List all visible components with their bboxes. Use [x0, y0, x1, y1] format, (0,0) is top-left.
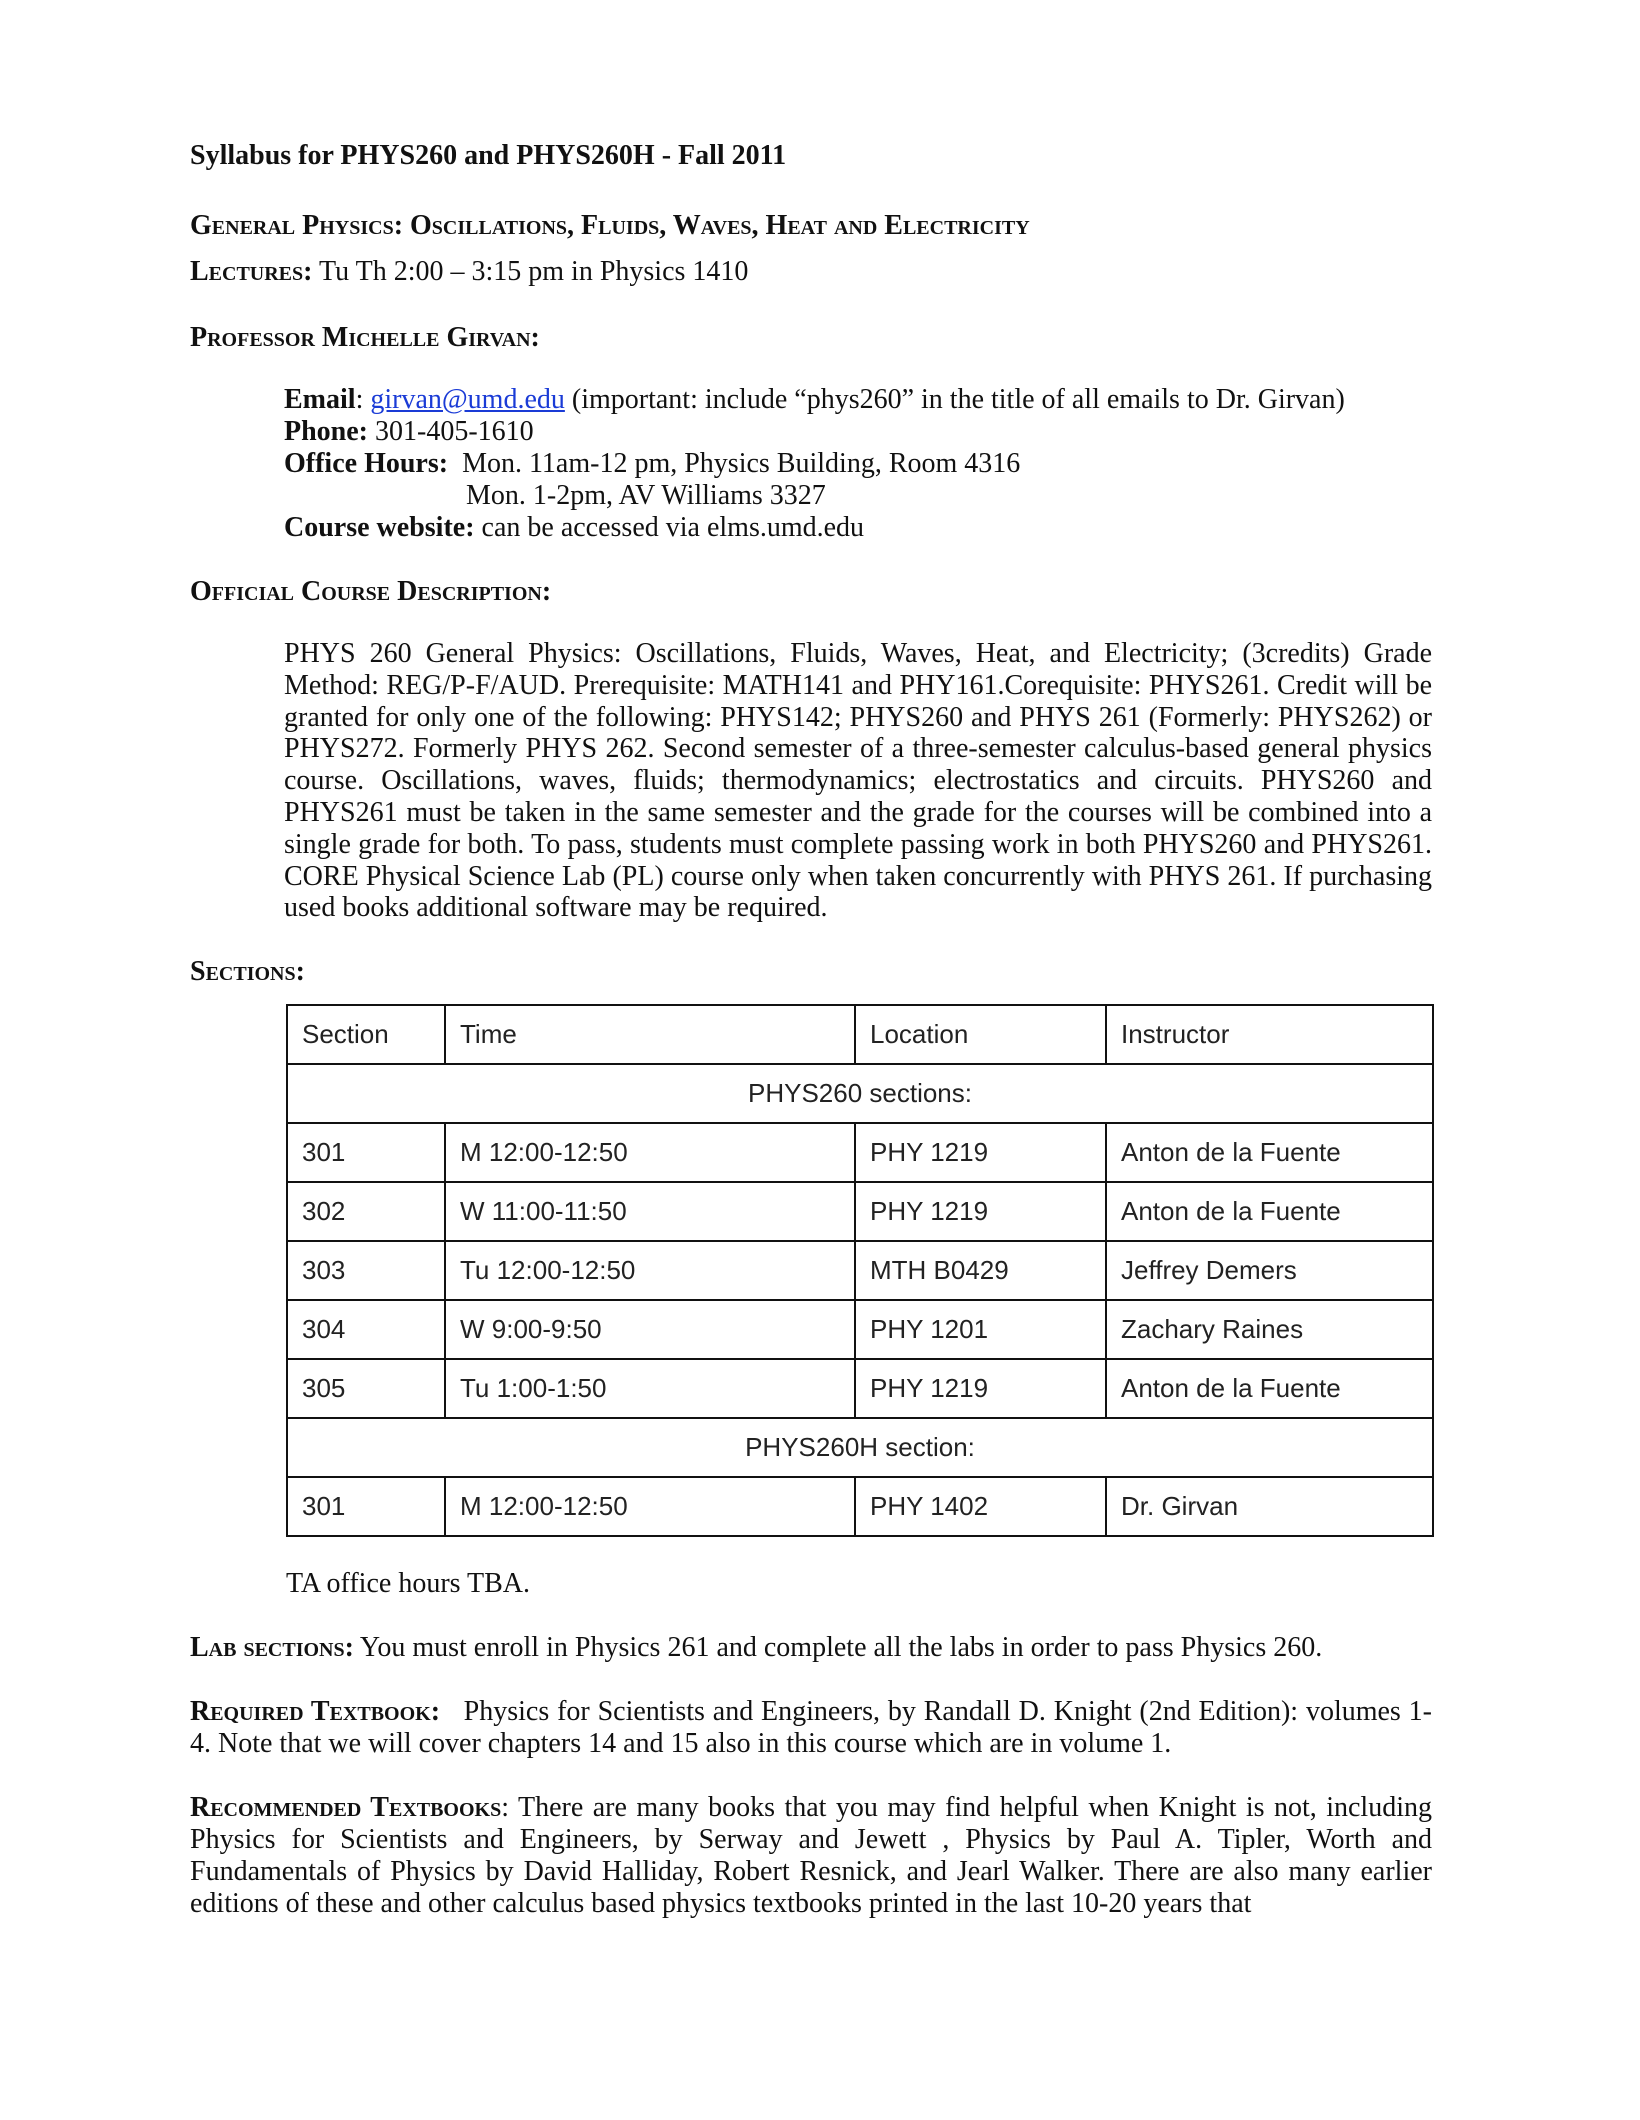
lectures-line [190, 256, 748, 288]
cell-time: W 11:00-11:50 [445, 1182, 855, 1241]
cell-section: 304 [287, 1300, 445, 1359]
lab-sections-label: Lab sections: [190, 1632, 354, 1663]
cell-time: W 9:00-9:50 [445, 1300, 855, 1359]
cell-time: Tu 12:00-12:50 [445, 1241, 855, 1300]
group-label: PHYS260H section: [287, 1418, 1433, 1477]
email-label: Email [284, 384, 356, 415]
cell-instructor: Dr. Girvan [1106, 1477, 1433, 1536]
cell-section: 302 [287, 1182, 445, 1241]
header-location: Location [855, 1005, 1106, 1064]
cell-location: MTH B0429 [855, 1241, 1106, 1300]
group-row-phys260 [287, 1064, 1433, 1123]
office-hours-line [284, 448, 1020, 480]
required-textbook-paragraph [190, 1696, 1432, 1760]
required-textbook-label: Required Textbook: [190, 1696, 441, 1727]
lectures-value: Tu Th 2:00 – 3:15 pm in Physics 1410 [318, 256, 749, 287]
cell-location: PHY 1402 [855, 1477, 1106, 1536]
office-hours-2: Mon. 1-2pm, AV Williams 3327 [466, 480, 826, 511]
official-description: PHYS 260 General Physics: Oscillations, Fluids, Waves, Heat, and Electricity; (3credits) Grade Method: REG/P-F/AUD. Prerequisite: MATH141 and PHY161.Corequisite: PHYS261. Credit will be granted for only one of the following: PHYS142; PHYS260 and PHYS 261 (Formerly: PHYS262) or PHYS272. Formerly PHYS 262. Second semester of a three-semester calculus-based general physics course. Oscillations, waves, fluids; thermodynamics; electrostatics and circuits. PHYS260 and PHYS261 must be taken in the same semester and the grade for the courses will be combined into a single grade for both. To pass, students must complete passing work in both PHYS260 and PHYS261. CORE Physical Science Lab (PL) course only when taken concurrently with PHYS 261. If purchasing used books additional software may be required. [284, 638, 1432, 924]
table-row [287, 1300, 1433, 1359]
cell-location: PHY 1201 [855, 1300, 1106, 1359]
recommended-textbooks-paragraph [190, 1792, 1432, 1920]
group-row-phys260h [287, 1418, 1433, 1477]
email-note: (important: include “phys260” in the title of all emails to Dr. Girvan) [571, 384, 1345, 415]
cell-instructor: Anton de la Fuente [1106, 1123, 1433, 1182]
required-textbook-text: Physics for Scientists and Engineers, by Randall D. Knight (2nd Edition): volumes 1-4. Note that we will cover chapters 14 and 15 also in this course which are in volume 1. [190, 1696, 1433, 1759]
email-line: Email: girvan@umd.edu (important: include “phys260” in the title of all emails to Dr. Girvan) [284, 384, 1345, 415]
professor-heading: Professor Michelle Girvan: [190, 322, 540, 353]
course-title: General Physics: Oscillations, Fluids, Waves, Heat and Electricity [190, 210, 1030, 241]
cell-instructor: Zachary Raines [1106, 1300, 1433, 1359]
cell-section: 303 [287, 1241, 445, 1300]
website-label: Course website: [284, 512, 475, 543]
cell-section: 301 [287, 1123, 445, 1182]
table-row [287, 1359, 1433, 1418]
cell-section: 305 [287, 1359, 445, 1418]
lectures-label: Lectures: [190, 256, 313, 287]
cell-time: M 12:00-12:50 [445, 1477, 855, 1536]
header-instructor: Instructor [1106, 1005, 1433, 1064]
cell-location: PHY 1219 [855, 1123, 1106, 1182]
phone-value: 301-405-1610 [375, 416, 534, 447]
table-row [287, 1182, 1433, 1241]
recommended-textbooks-label: Recommended Textbooks [190, 1792, 502, 1823]
table-row [287, 1477, 1433, 1536]
office-hours-label: Office Hours: [284, 448, 449, 479]
cell-location: PHY 1219 [855, 1359, 1106, 1418]
phone-label: Phone: [284, 416, 368, 447]
email-link[interactable]: girvan@umd.edu [370, 384, 565, 415]
cell-instructor: Jeffrey Demers [1106, 1241, 1433, 1300]
document-title: Syllabus for PHYS260 and PHYS260H - Fall 2011 [190, 140, 787, 171]
table-row [287, 1123, 1433, 1182]
header-time: Time [445, 1005, 855, 1064]
lab-sections-paragraph [190, 1632, 1432, 1664]
sections-heading: Sections: [190, 956, 305, 987]
header-section: Section [287, 1005, 445, 1064]
cell-instructor: Anton de la Fuente [1106, 1182, 1433, 1241]
table-header-row [287, 1005, 1433, 1064]
website-value: can be accessed via elms.umd.edu [481, 512, 865, 543]
cell-location: PHY 1219 [855, 1182, 1106, 1241]
sections-table [286, 1004, 1434, 1537]
recommended-textbooks-text: : There are many books that you may find helpful when Knight is not, including Physics for Scientists and Engineers, by Serway and Jewett , Physics by Paul A. Tipler, Worth and Fundamentals of Physics by David Halliday, Robert Resnick, and Jearl Walker. There are also many earlier editions of these and other calculus based physics textbooks printed in the last 10-20 years that [190, 1792, 1432, 1919]
table-row [287, 1241, 1433, 1300]
cell-time: M 12:00-12:50 [445, 1123, 855, 1182]
official-description-heading: Official Course Description: [190, 576, 552, 607]
website-line [284, 512, 864, 544]
ta-note: TA office hours TBA. [286, 1568, 531, 1599]
cell-section: 301 [287, 1477, 445, 1536]
phone-line [284, 416, 534, 448]
group-label: PHYS260 sections: [287, 1064, 1433, 1123]
cell-time: Tu 1:00-1:50 [445, 1359, 855, 1418]
office-hours-1: Mon. 11am-12 pm, Physics Building, Room 4316 [462, 448, 1021, 479]
lab-sections-text: You must enroll in Physics 261 and complete all the labs in order to pass Physics 260. [359, 1632, 1323, 1663]
cell-instructor: Anton de la Fuente [1106, 1359, 1433, 1418]
